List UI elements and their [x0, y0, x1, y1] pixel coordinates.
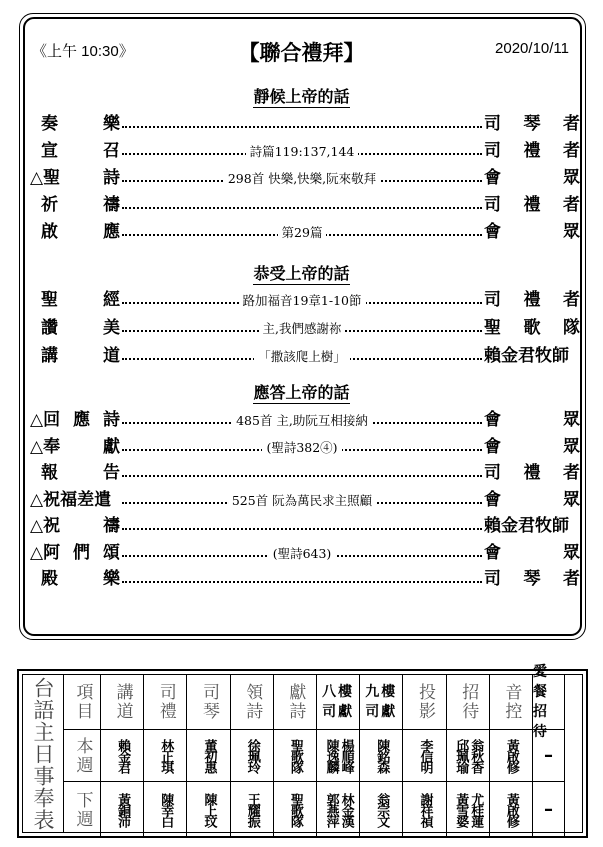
order-item-role [484, 567, 580, 591]
label-char: 讚 [41, 318, 58, 338]
person-name: 尤桂蓮 [468, 793, 484, 826]
roster-row-label: 下週 [64, 782, 101, 838]
role-char: 歌 [523, 318, 541, 338]
order-item-label [30, 193, 120, 217]
role-char: 賴金君牧師 [484, 346, 569, 366]
order-item-detail [122, 344, 482, 369]
order-item-label [30, 139, 120, 163]
roster-cell [274, 782, 317, 838]
label-char: 道 [103, 346, 120, 366]
order-item-role [484, 288, 580, 312]
empty-dash: – [544, 799, 553, 820]
detail-text: 298首 快樂,快樂,阮來敬拜 [224, 171, 380, 186]
role-char: 會 [484, 436, 501, 457]
header-line: 愛餐 [533, 664, 549, 700]
dot-leader [122, 581, 482, 583]
roster-table [17, 664, 588, 838]
order-item-label [30, 220, 120, 244]
role-char: 眾 [563, 222, 580, 242]
roster-grid [22, 664, 583, 833]
roster-title: 台語主日事奉表 [23, 675, 64, 832]
roster-cell [101, 782, 144, 838]
label-char: △祝福差遣 [30, 489, 112, 510]
order-item-label [30, 316, 120, 340]
order-item-detail [122, 435, 482, 460]
detail-text: (聖詩382④) [262, 440, 341, 455]
order-item-role [484, 514, 580, 538]
roster-names [324, 739, 353, 772]
roster-cell [144, 782, 187, 838]
order-item-label [30, 408, 120, 432]
role-char: 會 [484, 222, 501, 242]
roster-names [115, 739, 129, 772]
roster-col-header: 招待 [447, 675, 490, 730]
roster-names [158, 739, 172, 772]
roster-cell [187, 730, 230, 782]
label-char: 經 [103, 290, 120, 310]
order-item-role [484, 193, 580, 217]
order-item [30, 112, 580, 136]
role-char: 禮 [523, 463, 541, 483]
order-item-role [484, 408, 580, 432]
label-char: 詩 [102, 410, 120, 430]
dot-leader [122, 528, 482, 530]
detail-text: 525首 阮為萬民求主照顧 [228, 493, 376, 508]
role-char: 琴 [523, 569, 541, 589]
order-item-role [484, 112, 580, 136]
person-name: 黃雪婆 [453, 793, 469, 826]
roster-names [245, 739, 259, 772]
roster-col-header: 司禮 [144, 675, 187, 730]
role-char: 眾 [563, 489, 580, 510]
order-item-detail [122, 139, 482, 164]
header-line: 九樓 [365, 684, 398, 700]
order-item-label [30, 567, 120, 591]
detail-text: (聖詩643) [269, 546, 336, 561]
person-name: 李信明 [417, 739, 433, 772]
detail-text: 第29篇 [278, 225, 327, 240]
section-title-text: 恭受上帝的話 [253, 264, 350, 283]
order-item [30, 461, 580, 485]
role-char: 司 [484, 290, 501, 310]
roster-col-header: 音控 [490, 675, 533, 730]
role-char: 賴金君牧師 [484, 516, 569, 536]
order-item-label [30, 288, 120, 312]
roster-col-header: 投影 [403, 675, 446, 730]
order-item [30, 567, 580, 591]
role-char: 會 [484, 410, 501, 430]
role-char: 禮 [523, 195, 541, 215]
roster-names [288, 793, 302, 826]
roster-names [115, 793, 129, 826]
roster-names [453, 739, 482, 772]
order-item [30, 288, 580, 312]
roster-cell [317, 782, 360, 838]
roster-col-header: 獻詩 [274, 675, 317, 730]
label-char: 應 [103, 222, 120, 242]
order-item [30, 541, 580, 565]
service-date: 2020/10/11 [495, 40, 569, 57]
roster-col-header: 司琴 [187, 675, 230, 730]
person-name: 謝祥禎 [417, 793, 433, 826]
section-title-text: 應答上帝的話 [253, 383, 350, 402]
label-char: 祈 [41, 195, 58, 215]
roster-cell [447, 782, 490, 838]
person-name: 陳逸麟 [323, 739, 339, 772]
roster-cell [533, 782, 565, 838]
roster-col-header [317, 675, 360, 730]
role-char: 司 [484, 463, 501, 483]
order-item-role [484, 220, 580, 244]
header-line: 八樓 [322, 684, 355, 700]
order-item-role [484, 166, 580, 190]
roster-corner: 項目 [64, 675, 101, 730]
order-item-role [484, 541, 580, 565]
label-char: 頌 [102, 542, 120, 563]
label-char: △阿 [30, 542, 61, 563]
person-name: 邱珮瑜 [453, 739, 469, 772]
header-line: 招待 [533, 704, 549, 740]
roster-names [417, 793, 431, 826]
person-name: 黃銅沛 [115, 793, 131, 826]
order-item-detail [122, 541, 482, 566]
order-item-label [30, 344, 120, 368]
roster-cell [231, 730, 274, 782]
order-item-label [30, 461, 120, 485]
roster-cell [403, 782, 446, 838]
label-char: 講 [41, 346, 58, 366]
role-char: 眾 [563, 436, 580, 457]
service-title: 【聯合禮拜】 [238, 41, 365, 65]
roster-cell [317, 730, 360, 782]
roster-names [158, 793, 172, 826]
order-item-role [484, 435, 580, 459]
section-title [0, 84, 603, 107]
role-char: 司 [484, 114, 501, 134]
person-name: 林金漢 [338, 793, 354, 826]
roster-col-header: 講道 [101, 675, 144, 730]
roster-names [504, 793, 518, 826]
order-item-role [484, 488, 580, 512]
person-name: 聖歌隊 [287, 793, 303, 826]
label-char: 們 [73, 542, 91, 563]
role-char: 司 [484, 195, 501, 215]
label-char: 禱 [103, 516, 120, 536]
header-line: 司獻 [322, 704, 355, 720]
person-name: 董初惠 [201, 739, 217, 772]
role-char: 琴 [523, 114, 541, 134]
roster-names [288, 739, 302, 772]
person-name: 陳幸白 [158, 793, 174, 826]
roster-cell [187, 782, 230, 838]
person-name: 賴金君 [115, 739, 131, 772]
label-char: 報 [41, 463, 58, 483]
person-name: 林正琪 [158, 739, 174, 772]
order-item-label [30, 166, 120, 190]
roster-cell [490, 782, 533, 838]
roster-names [374, 739, 388, 772]
person-name: 徐珮玲 [244, 739, 260, 772]
role-char: 隊 [563, 318, 580, 338]
label-char: 獻 [103, 436, 120, 457]
roster-col-header [533, 664, 565, 740]
role-char: 者 [563, 114, 580, 134]
roster-col-header [360, 675, 403, 730]
dot-leader [122, 126, 482, 128]
order-item-role [484, 344, 580, 368]
roster-cell [144, 730, 187, 782]
order-item-detail [122, 166, 482, 191]
roster-names [417, 739, 431, 772]
empty-dash: – [544, 745, 553, 766]
detail-text: 485首 主,助阮互相接納 [232, 413, 372, 428]
label-char: 美 [103, 318, 120, 338]
order-item-detail [122, 316, 482, 341]
label-char: 樂 [103, 114, 120, 134]
label-char: 聖 [41, 290, 58, 310]
detail-text: 「撒該爬上樹」 [254, 349, 350, 364]
role-char: 司 [484, 569, 501, 589]
order-item [30, 408, 580, 432]
roster-cell [490, 730, 533, 782]
role-char: 眾 [563, 410, 580, 430]
order-item-label [30, 435, 120, 459]
service-time: 《上午 10:30》 [32, 43, 134, 60]
role-char: 眾 [563, 168, 580, 188]
order-item-label [30, 514, 120, 538]
person-name: 陳銘森 [374, 739, 390, 772]
roster-cell [533, 730, 565, 782]
order-item-role [484, 316, 580, 340]
roster-col-header: 領詩 [231, 675, 274, 730]
order-item-detail [122, 408, 482, 433]
roster-names [201, 739, 215, 772]
roster-cell [360, 730, 403, 782]
roster-names [324, 793, 353, 826]
person-name: 聖歌隊 [287, 739, 303, 772]
label-char: 宣 [41, 141, 58, 161]
order-item [30, 220, 580, 244]
label-char: △奉 [30, 436, 61, 457]
detail-text: 路加福音19章1-10節 [239, 293, 366, 308]
person-name: 黃啟修 [503, 793, 519, 826]
roster-names [504, 739, 518, 772]
roster-cell [403, 730, 446, 782]
order-item-detail [122, 220, 482, 245]
role-char: 會 [484, 168, 501, 188]
roster-names [374, 793, 388, 826]
order-item-role [484, 461, 580, 485]
role-char: 者 [563, 290, 580, 310]
order-item [30, 435, 580, 459]
roster-cell [101, 730, 144, 782]
role-char: 會 [484, 542, 501, 563]
section-title [0, 261, 603, 284]
role-char: 者 [563, 569, 580, 589]
order-item [30, 166, 580, 190]
detail-text: 主,我們感謝祢 [259, 321, 346, 336]
roster-cell [447, 730, 490, 782]
order-item-label [30, 112, 120, 136]
label-char: 啟 [41, 222, 58, 242]
section-title-text: 靜候上帝的話 [253, 87, 350, 106]
roster-cell [360, 782, 403, 838]
order-item [30, 193, 580, 217]
person-name: 翁宗文 [374, 793, 390, 826]
roster-row-label: 本週 [64, 730, 101, 782]
roster-cell [231, 782, 274, 838]
role-char: 司 [484, 141, 501, 161]
person-name: 陳上玟 [201, 793, 217, 826]
role-char: 者 [563, 141, 580, 161]
label-char: 樂 [103, 569, 120, 589]
role-char: 眾 [563, 542, 580, 563]
label-char: 禱 [103, 195, 120, 215]
label-char: 殿 [41, 569, 58, 589]
person-name: 黃啟修 [503, 739, 519, 772]
order-item [30, 344, 580, 368]
order-item-role [484, 139, 580, 163]
person-name: 楊順峰 [338, 739, 354, 772]
label-char: 奏 [41, 114, 58, 134]
role-char: 會 [484, 489, 501, 510]
order-item [30, 139, 580, 163]
order-item-detail [122, 288, 482, 313]
role-char: 聖 [484, 318, 501, 338]
dot-leader [122, 207, 482, 209]
role-char: 禮 [523, 141, 541, 161]
roster-names [201, 793, 215, 826]
roster-names [453, 793, 482, 826]
label-char: 告 [103, 463, 120, 483]
label-char: 詩 [103, 168, 120, 188]
label-char: 應 [73, 410, 91, 430]
roster-cell [274, 730, 317, 782]
label-char: △回 [30, 410, 61, 430]
order-item [30, 488, 580, 512]
order-item [30, 514, 580, 538]
person-name: 郭燕萍 [323, 793, 339, 826]
label-char: △祝 [30, 516, 61, 536]
order-item [30, 316, 580, 340]
role-char: 禮 [523, 290, 541, 310]
order-item-detail [122, 488, 482, 513]
order-item-label [30, 488, 120, 512]
label-char: △聖 [30, 168, 61, 188]
person-name: 翁秋香 [468, 739, 484, 772]
person-name: 王耀振 [244, 793, 260, 826]
dot-leader [122, 475, 482, 477]
role-char: 者 [563, 195, 580, 215]
label-char: 召 [103, 141, 120, 161]
section-title [0, 380, 603, 403]
detail-text: 詩篇119:137,144 [246, 144, 359, 159]
order-item-label [30, 541, 120, 565]
header-line: 司獻 [365, 704, 398, 720]
role-char: 者 [563, 463, 580, 483]
roster-names [245, 793, 259, 826]
